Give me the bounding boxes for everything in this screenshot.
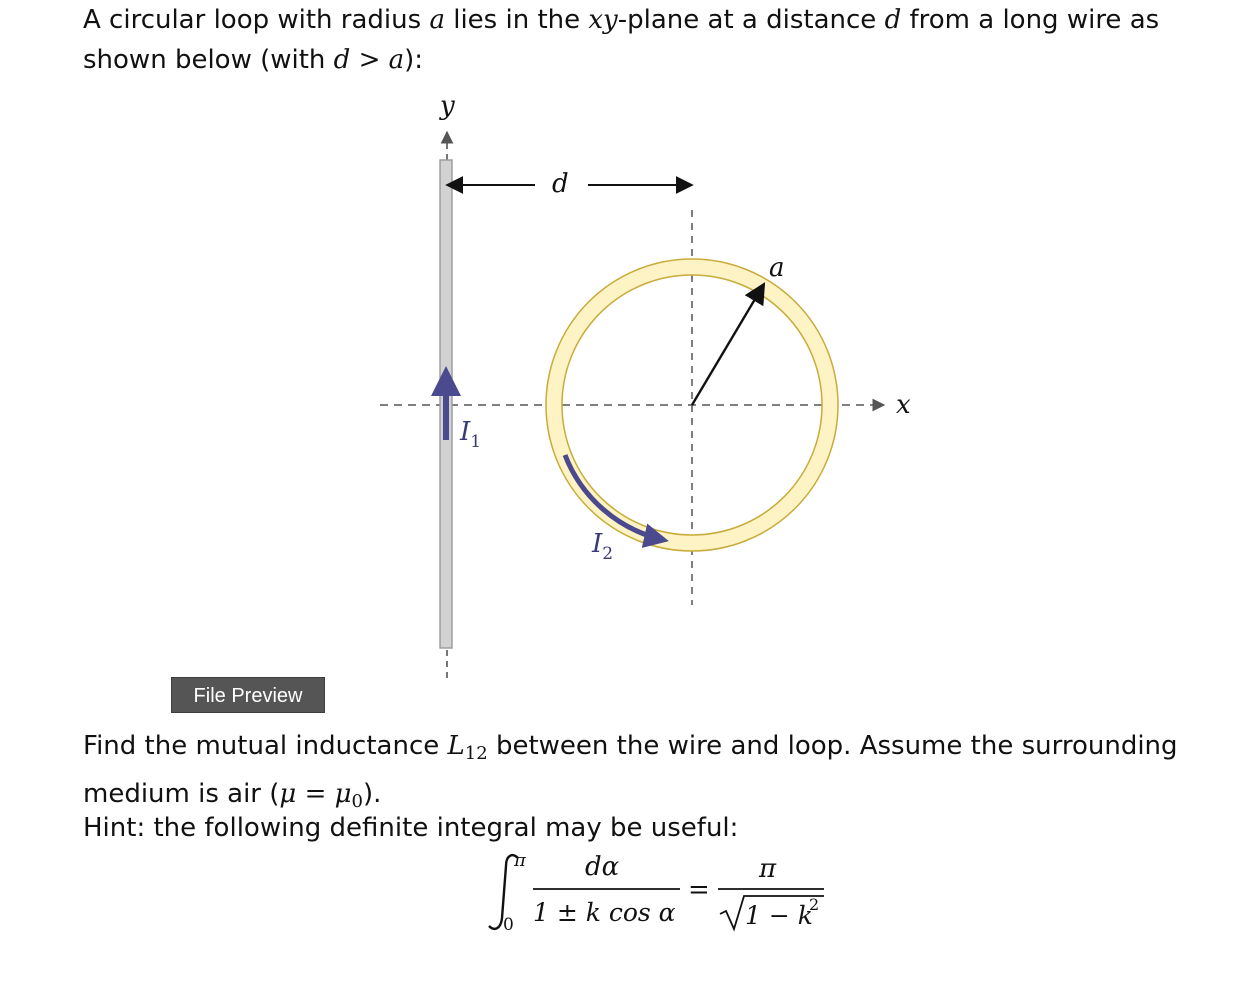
var-xy: xy bbox=[588, 5, 618, 35]
var-d: d bbox=[884, 5, 902, 35]
y-axis-label: y bbox=[440, 91, 455, 121]
intro-text: lies in the bbox=[444, 5, 589, 35]
rhs-exponent: 2 bbox=[809, 895, 820, 914]
question-text: ). bbox=[362, 779, 382, 809]
hint-integral-formula bbox=[478, 842, 838, 942]
question-text: Find the mutual inductance bbox=[83, 731, 448, 761]
integral-lower-limit: 0 bbox=[503, 915, 514, 935]
radius-a-label: a bbox=[769, 253, 785, 283]
symbol-L-subscript: 12 bbox=[464, 743, 488, 764]
distance-d-label: d bbox=[552, 169, 569, 199]
intro-text: shown below (with bbox=[83, 45, 334, 75]
intro-text: ): bbox=[404, 45, 424, 75]
var-a: a bbox=[429, 5, 445, 35]
intro-text: from a long wire as bbox=[901, 5, 1160, 35]
intro-text: A circular loop with radius bbox=[83, 5, 430, 35]
current-i1-label: $I_1$ bbox=[460, 417, 482, 452]
fraction-denominator: 1 ± k cos α bbox=[533, 898, 676, 927]
question-line-1 bbox=[83, 726, 1178, 774]
radius-a-arrow bbox=[692, 284, 764, 405]
problem-intro bbox=[83, 0, 1159, 80]
fraction-numerator: dα bbox=[585, 852, 620, 882]
mu-subscript: 0 bbox=[351, 791, 363, 812]
current-i2-label: $I_2$ bbox=[592, 529, 614, 564]
hint-line: Hint: the following definite integral may be useful: bbox=[83, 813, 739, 843]
mu-equation: μ = μ bbox=[279, 779, 352, 809]
file-preview-button[interactable]: File Preview bbox=[171, 677, 325, 713]
symbol-L: L bbox=[447, 731, 465, 761]
equals-sign: = bbox=[688, 875, 710, 905]
x-axis-label: x bbox=[896, 390, 911, 420]
integral-upper-limit: π bbox=[514, 850, 526, 871]
wire-loop-diagram bbox=[360, 88, 920, 688]
intro-text: -plane at a distance bbox=[617, 5, 885, 35]
rhs-radicand: 1 − k bbox=[745, 901, 813, 930]
question-text: medium is air ( bbox=[83, 779, 280, 809]
question-text: between the wire and loop. Assume the surrounding bbox=[487, 731, 1178, 761]
inequality-d-gt-a: d > a bbox=[333, 45, 405, 75]
intro-line-1 bbox=[83, 0, 1159, 40]
intro-line-2 bbox=[83, 40, 1159, 80]
rhs-numerator: π bbox=[759, 854, 777, 884]
